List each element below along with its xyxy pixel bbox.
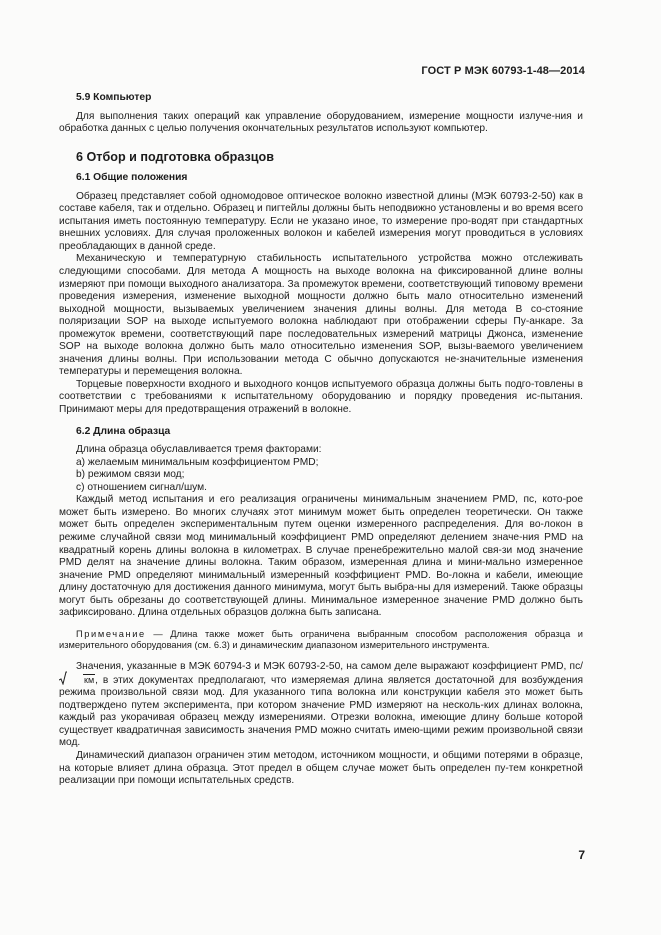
section-6-1-heading: 6.1 Общие положения <box>76 172 188 184</box>
section-6-2-intro: Длина образца обуславливается тремя факторами: <box>76 444 322 456</box>
list-item: с) отношением сигнал/шум. <box>76 481 207 493</box>
standard-designation: ГОСТ Р МЭК 60793-1-48—2014 <box>421 65 585 77</box>
section-6-2-paragraph-3: Динамический диапазон ограничен этим методом, источником мощности, и общими потерями в образце, на которые влияет длина образца. Этот предел в общем случае может быть определен пу-тем конкретной реализации при помощи испытательных средств. <box>59 750 583 787</box>
section-6-heading: 6 Отбор и подготовка образцов <box>76 149 274 164</box>
note-label: Примечание <box>76 628 146 639</box>
square-root-km <box>59 674 95 687</box>
paragraph-2-start: Значения, указанные в МЭК 60794-3 и МЭК 60793-2-50, на самом деле выражают коэффициент PMD, пс/ <box>76 661 583 673</box>
page-number: 7 <box>578 848 585 862</box>
radical-sign-icon <box>59 671 67 685</box>
note <box>59 629 583 652</box>
section-6-1-paragraph-1: Образец представляет собой одномодовое оптическое волокно известной длины (МЭК 60793-2-50) как в составе кабеля, так и отдельно. Образец и пигтейлы должны быть неподвижно установлены и во время всего испытания иметь постоянную температуру. Если не указано иное, то измерение про-водят при стандартных внешних условиях. Для случая проложенных волокон и кабелей измерения могут проводиться в условиях преобладающих в данной среде. <box>59 190 583 252</box>
page-content <box>59 92 583 788</box>
paragraph-2-end: , в этих документах предполагают, что измеряемая длина является достаточной для возбуждения режима произвольной связи мод. Для указанного типа волокна или конструкции кабеля это может быть подтверждено путем эксперимента, при котором значение PMD измеряют на несколь-ких длинах волокна, каждый раз укорачивая образец между измерениями. Отрезки волокна, имеющие длину больше которой существует квадратичная зависимость значения PMD можно считать имею-щими режим произвольной связи мод. <box>59 674 583 749</box>
section-5-9-heading: 5.9 Компьютер <box>76 92 152 103</box>
section-6-1-paragraph-3: Торцевые поверхности входного и выходного концов испытуемого образца должны быть подго-товлены в соответствии с требованиями к испытательному оборудованию и порядку проведения ис-пытания. Принимают меры для предотвращения отражений в волокне. <box>59 378 583 416</box>
section-6-2-paragraph-2 <box>59 661 583 750</box>
sqrt-unit: км <box>84 674 95 685</box>
note-text: — Длина также может быть ограничена выбранным способом расположения образца и измерительного оборудования (см. 6.3) и динамическим диапазоном измерительного инструмента. <box>59 628 583 651</box>
list-item: b) режимом связи мод; <box>76 469 185 481</box>
section-5-9-paragraph: Для выполнения таких операций как управление оборудованием, измерение мощности излуче-ния и обработка данных с целью получения окончательных результатов используют компьютер. <box>59 110 583 135</box>
section-6-2-paragraph-1: Каждый метод испытания и его реализация ограничены минимальным значением PMD, пс, кото-рое может быть измерено. Во многих случаях этот минимум может быть определен теоретически. Он также может быть определен экспериментальным путем оценки измеренного распределения. Для во-локон в режиме случайной связи мод минимальный коэффициент PMD определяют делением значе-ния PMD на квадратный корень длины волокна в километрах. В случае пренебрежительно малой свя-зи мод значение PMD делят на значение длины волокна. Таким образом, измеренная длина и мини-мально измеренное значение PMD определяют минимальный измеренный коэффициент PMD. Во-локна и кабели, имеющие длину достаточную для достижения данного минимума, могут быть выбра-ны для измерений. Также образцы могут быть обрезаны до соответствующей длины. Минимальное измеренное значение PMD должно быть зафиксировано. Длина отдельных образцов должна быть записана. <box>59 494 583 619</box>
section-6-1-paragraph-2: Механическую и температурную стабильность испытательного устройства можно отслеживать следующими способами. Для метода А мощность на выходе волокна на фиксированной длине волны измеряют при помощи выходного анализатора. За промежуток времени, соответствующий типовому времени проведения измерения, изменение выходной мощности должно быть мало относительно изменений выходной мощности, вызываемых увеличением значения длины волны. Для метода В со-стояние поляризации SOP на выходе испытуемого волокна наблюдают при отображении сферы Пу-анкаре. За промежуток времени, соответствующий паре последовательных измерений матрицы Джонса, изменение SOP на выходе волокна должно быть мало относительно изменения SOP, вызы-ваемого увеличением значения длины волны. При использовании метода С обычно допускаются не-значительные изменения температуры и перемещения волокна. <box>59 253 583 378</box>
list-item: а) желаемым минимальным коэффициентом PMD; <box>76 456 319 468</box>
section-6-2-heading: 6.2 Длина образца <box>76 425 171 437</box>
